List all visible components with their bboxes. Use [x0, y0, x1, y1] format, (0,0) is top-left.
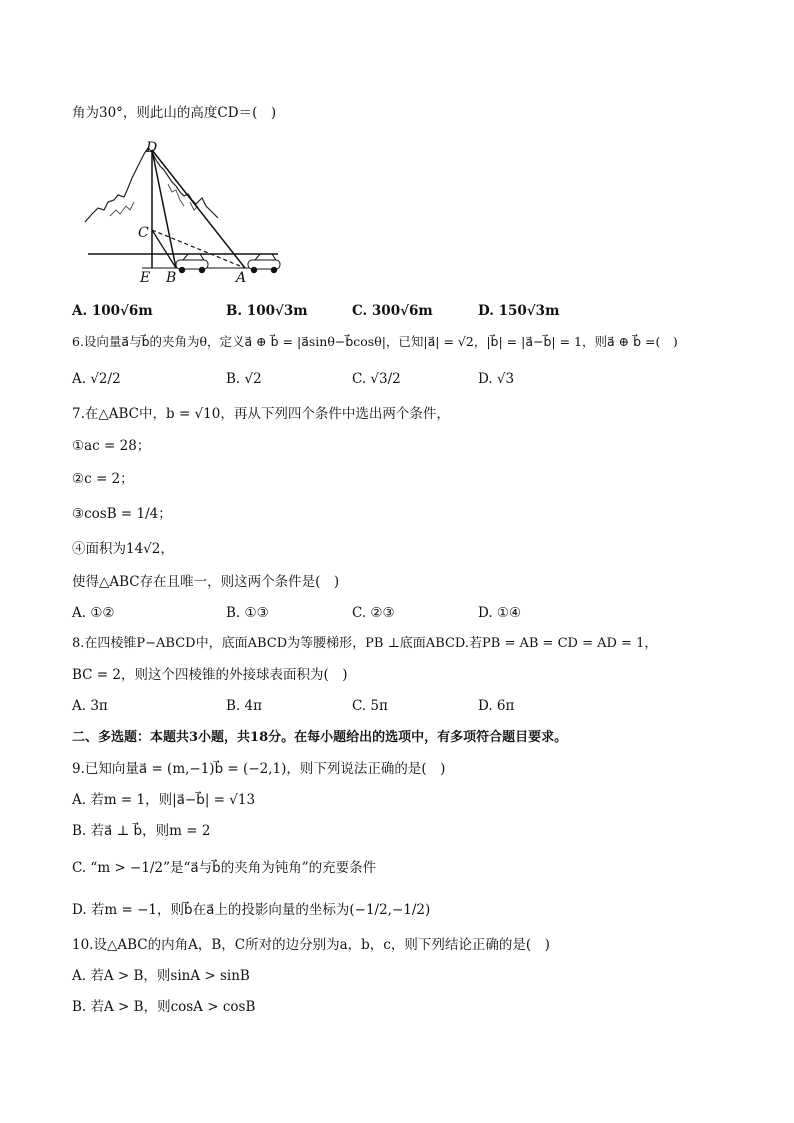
q7-condition-2: ②c = 2； — [72, 471, 134, 487]
car-b-icon — [176, 254, 208, 273]
q9-stem: 9.已知向量a⃗ = (m,−1)b⃗ = (−2,1)，则下列说法正确的是( ) — [72, 761, 446, 777]
q8-option-d: D. 6π — [478, 698, 515, 714]
q10-stem: 10.设△ABC的内角A，B，C所对的边分别为a，b，c，则下列结论正确的是( ) — [72, 937, 550, 953]
q7-option-b: B. ①③ — [226, 605, 269, 621]
label-c: C — [138, 225, 149, 241]
q10-option-a: A. 若A > B，则sinA > sinB — [72, 968, 250, 984]
q9-option-c: C. “m > −1/2”是“a⃗与b⃗的夹角为钝角”的充要条件 — [72, 860, 377, 876]
q10-option-b: B. 若A > B，则cosA > cosB — [72, 999, 256, 1015]
car-a-icon — [248, 254, 280, 273]
q9-option-b: B. 若a⃗ ⊥ b⃗，则m = 2 — [72, 823, 211, 839]
label-b: B — [166, 270, 177, 285]
q8-option-c: C. 5π — [352, 698, 388, 714]
q8-stem-line1: 8.在四棱锥P−ABCD中，底面ABCD为等腰梯形，PB ⊥底面ABCD.若PB = AB = CD = AD = 1， — [72, 636, 658, 651]
q6-option-b: B. √2 — [226, 371, 262, 387]
q7-condition-1: ①ac = 28； — [72, 438, 151, 454]
q7-option-d: D. ①④ — [478, 605, 522, 621]
q8-option-b: B. 4π — [226, 698, 262, 714]
q5-option-c: C. 300√6m — [352, 303, 433, 319]
q7-stem: 7.在△ABC中，b = √10，再从下列四个条件中选出两个条件， — [72, 406, 450, 422]
section2-header: 二、多选题：本题共3小题，共18分。在每小题给出的选项中，有多项符合题目要求。 — [72, 730, 568, 745]
q8-stem-line2: BC = 2，则这个四棱锥的外接球表面积为( ) — [72, 667, 348, 683]
segment-db — [152, 150, 176, 268]
q6-option-a: A. √2/2 — [72, 371, 121, 387]
q5-option-d: D. 150√3m — [478, 303, 560, 319]
label-a: A — [236, 270, 247, 285]
label-d: D — [146, 140, 158, 156]
q5-option-b: B. 100√3m — [226, 303, 308, 319]
segment-da — [152, 150, 245, 268]
q5-option-a: A. 100√6m — [72, 303, 153, 319]
q7-condition-3: ③cosB = 1/4； — [72, 506, 172, 522]
q7-ask: 使得△ABC存在且唯一，则这两个条件是( ) — [72, 574, 340, 590]
q7-option-c: C. ②③ — [352, 605, 395, 621]
q5-stem-tail: 角为30°，则此山的高度CD＝( ) — [72, 105, 277, 121]
q9-option-a: A. 若m = 1，则|a⃗−b⃗| = √13 — [72, 792, 256, 808]
q6-stem: 6.设向量a⃗与b⃗的夹角为θ，定义a⃗ ⊕ b⃗ = |a⃗sinθ−b⃗cosθ|，已知|a⃗| = √2，|b⃗| = |a⃗−b⃗| = 1，则a⃗ ⊕ b⃗ =( ) — [72, 334, 678, 349]
q6-option-c: C. √3/2 — [352, 371, 401, 387]
label-e: E — [140, 270, 151, 285]
mountain-texture — [110, 184, 198, 216]
q7-condition-4: ④面积为14√2， — [72, 541, 174, 557]
q8-option-a: A. 3π — [72, 698, 108, 714]
mountain-figure — [80, 140, 290, 285]
q9-option-d: D. 若m = −1，则b⃗在a⃗上的投影向量的坐标为(−1/2,−1/2) — [72, 902, 431, 918]
q6-option-d: D. √3 — [478, 371, 515, 387]
q7-option-a: A. ①② — [72, 605, 115, 621]
